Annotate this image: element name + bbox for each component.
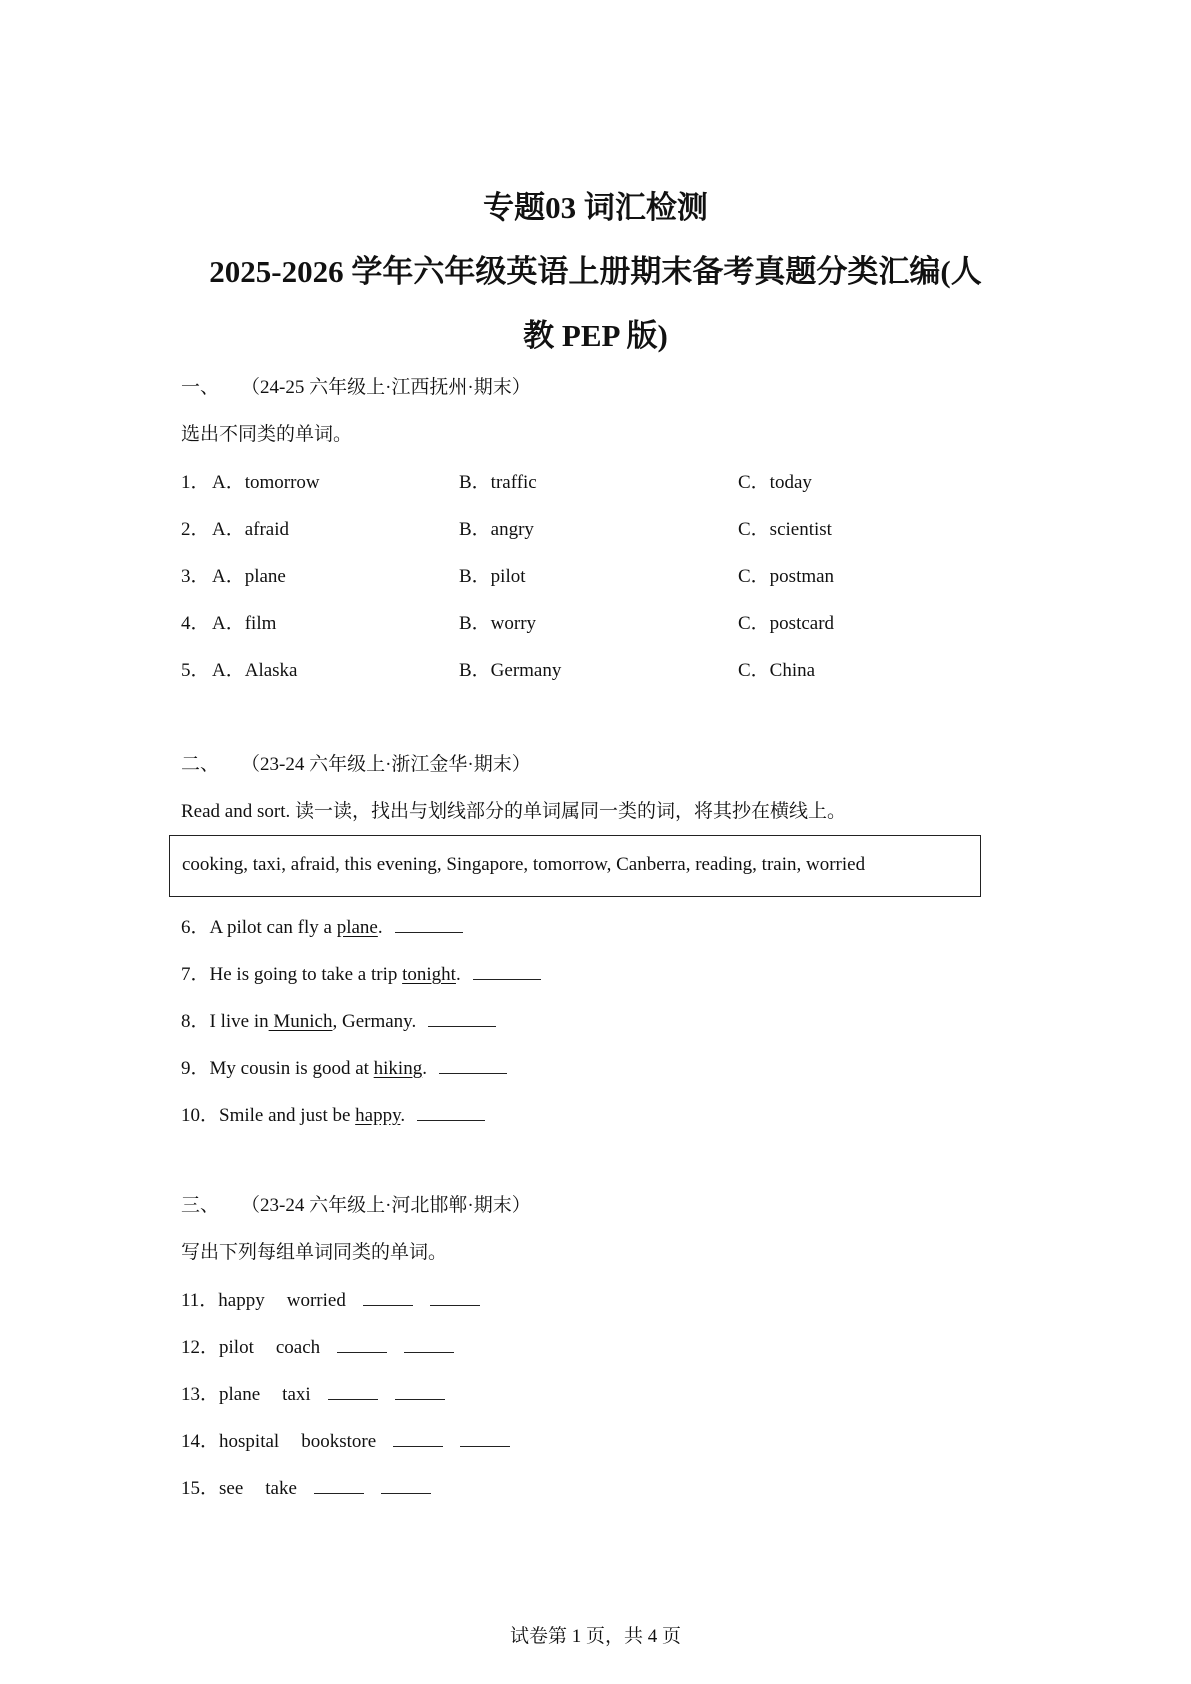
- question-10: [181, 1102, 485, 1129]
- question-6: [181, 914, 463, 941]
- option-c: C．postcard: [738, 613, 835, 634]
- underlined-word: hiking: [373, 1058, 423, 1079]
- question-number: 7．: [181, 964, 210, 985]
- option-b: B．Germany: [459, 660, 562, 681]
- answer-blank[interactable]: [417, 1102, 485, 1121]
- question-14: [181, 1428, 510, 1455]
- sentence-text: He is going to take a trip: [209, 964, 403, 985]
- answer-blank[interactable]: [473, 961, 541, 980]
- answer-blank[interactable]: [439, 1055, 507, 1074]
- question-number: 1．: [181, 472, 210, 493]
- underlined-word: plane: [336, 917, 378, 938]
- answer-blank[interactable]: [314, 1475, 364, 1494]
- question-number: 6．: [181, 917, 210, 938]
- section-1-header: [181, 375, 531, 401]
- question-7: [181, 961, 541, 988]
- option-a: A．plane: [212, 566, 286, 587]
- underlined-word: tonight: [402, 964, 456, 985]
- option-b: B．traffic: [459, 472, 537, 493]
- question-number: 12．: [181, 1337, 220, 1358]
- underlined-word: happy: [355, 1105, 401, 1126]
- given-word: taxi: [282, 1384, 311, 1405]
- answer-blank[interactable]: [428, 1008, 496, 1027]
- question-number: 4．: [181, 613, 210, 634]
- option-c: C．today: [738, 472, 812, 493]
- option-b: B．pilot: [459, 566, 526, 587]
- sentence-text: Smile and just be: [219, 1105, 356, 1126]
- document-subtitle: 2025-2026 学年六年级英语上册期末备考真题分类汇编(人: [209, 254, 982, 289]
- sentence-text: My cousin is good at: [209, 1058, 374, 1079]
- question-8: [181, 1008, 496, 1035]
- document-title: 专题03 词汇检测: [483, 190, 708, 225]
- question-number: 15．: [181, 1478, 220, 1499]
- sentence-text: I live in: [209, 1011, 269, 1032]
- given-word: pilot: [219, 1337, 254, 1358]
- section-source: （24-25 六年级上·江西抚州·期末）: [241, 377, 531, 398]
- question-number: 13．: [181, 1384, 220, 1405]
- option-b: B．worry: [459, 613, 537, 634]
- section-source: （23-24 六年级上·河北邯郸·期末）: [241, 1195, 531, 1216]
- answer-blank[interactable]: [430, 1287, 480, 1306]
- answer-blank[interactable]: [363, 1287, 413, 1306]
- option-a: A．film: [212, 613, 277, 634]
- question-11: [181, 1287, 480, 1314]
- section-source: （23-24 六年级上·浙江金华·期末）: [241, 754, 531, 775]
- question-13: [181, 1381, 445, 1408]
- section-2-header: [181, 752, 531, 778]
- sentence-text: A pilot can fly a: [209, 917, 337, 938]
- answer-blank[interactable]: [337, 1334, 387, 1353]
- question-12: [181, 1334, 454, 1361]
- answer-blank[interactable]: [395, 914, 463, 933]
- option-a: A．afraid: [212, 519, 290, 540]
- answer-blank[interactable]: [393, 1428, 443, 1447]
- section-number: 一、: [181, 377, 220, 398]
- underlined-word: Munich: [268, 1011, 333, 1032]
- option-c: C．China: [738, 660, 816, 681]
- question-9: [181, 1055, 507, 1082]
- option-c: C．postman: [738, 566, 835, 587]
- given-word: hospital: [219, 1431, 280, 1452]
- page-footer: 试卷第 1 页，共 4 页: [509, 1626, 681, 1647]
- given-word: worried: [286, 1290, 346, 1311]
- word-bank-text: cooking, taxi, afraid, this evening, Singapore, tomorrow, Canberra, reading, train, worried: [182, 854, 866, 875]
- answer-blank[interactable]: [460, 1428, 510, 1447]
- given-word: happy: [218, 1290, 265, 1311]
- sentence-end: .: [400, 1105, 406, 1126]
- given-word: plane: [219, 1384, 261, 1405]
- answer-blank[interactable]: [404, 1334, 454, 1353]
- question-number: 3．: [181, 566, 210, 587]
- section-3-header: [181, 1193, 531, 1219]
- sentence-end: .: [455, 964, 461, 985]
- option-c: C．scientist: [738, 519, 832, 540]
- word-bank-box: [169, 835, 981, 897]
- question-number: 2．: [181, 519, 210, 540]
- section-3-instruction: 写出下列每组单词同类的单词。: [181, 1242, 448, 1263]
- answer-blank[interactable]: [381, 1475, 431, 1494]
- section-1-instruction: 选出不同类的单词。: [181, 424, 353, 445]
- option-a: A．Alaska: [212, 660, 298, 681]
- question-number: 5．: [181, 660, 210, 681]
- question-number: 10．: [181, 1105, 220, 1126]
- given-word: see: [219, 1478, 244, 1499]
- section-number: 三、: [181, 1195, 220, 1216]
- question-number: 8．: [181, 1011, 210, 1032]
- sentence-end: , Germany.: [332, 1011, 417, 1032]
- question-number: 11．: [181, 1290, 219, 1311]
- option-b: B．angry: [459, 519, 534, 540]
- question-15: [181, 1475, 431, 1502]
- given-word: coach: [275, 1337, 321, 1358]
- section-number: 二、: [181, 754, 220, 775]
- question-number: 14．: [181, 1431, 220, 1452]
- document-subtitle-cont: 教 PEP 版): [523, 318, 668, 353]
- sentence-end: .: [377, 917, 383, 938]
- given-word: take: [265, 1478, 297, 1499]
- question-number: 9．: [181, 1058, 210, 1079]
- section-2-instruction: Read and sort. 读一读，找出与划线部分的单词属同一类的词，将其抄在横线上。: [181, 801, 846, 822]
- answer-blank[interactable]: [328, 1381, 378, 1400]
- option-a: A．tomorrow: [212, 472, 320, 493]
- sentence-end: .: [422, 1058, 427, 1079]
- given-word: bookstore: [301, 1431, 377, 1452]
- answer-blank[interactable]: [395, 1381, 445, 1400]
